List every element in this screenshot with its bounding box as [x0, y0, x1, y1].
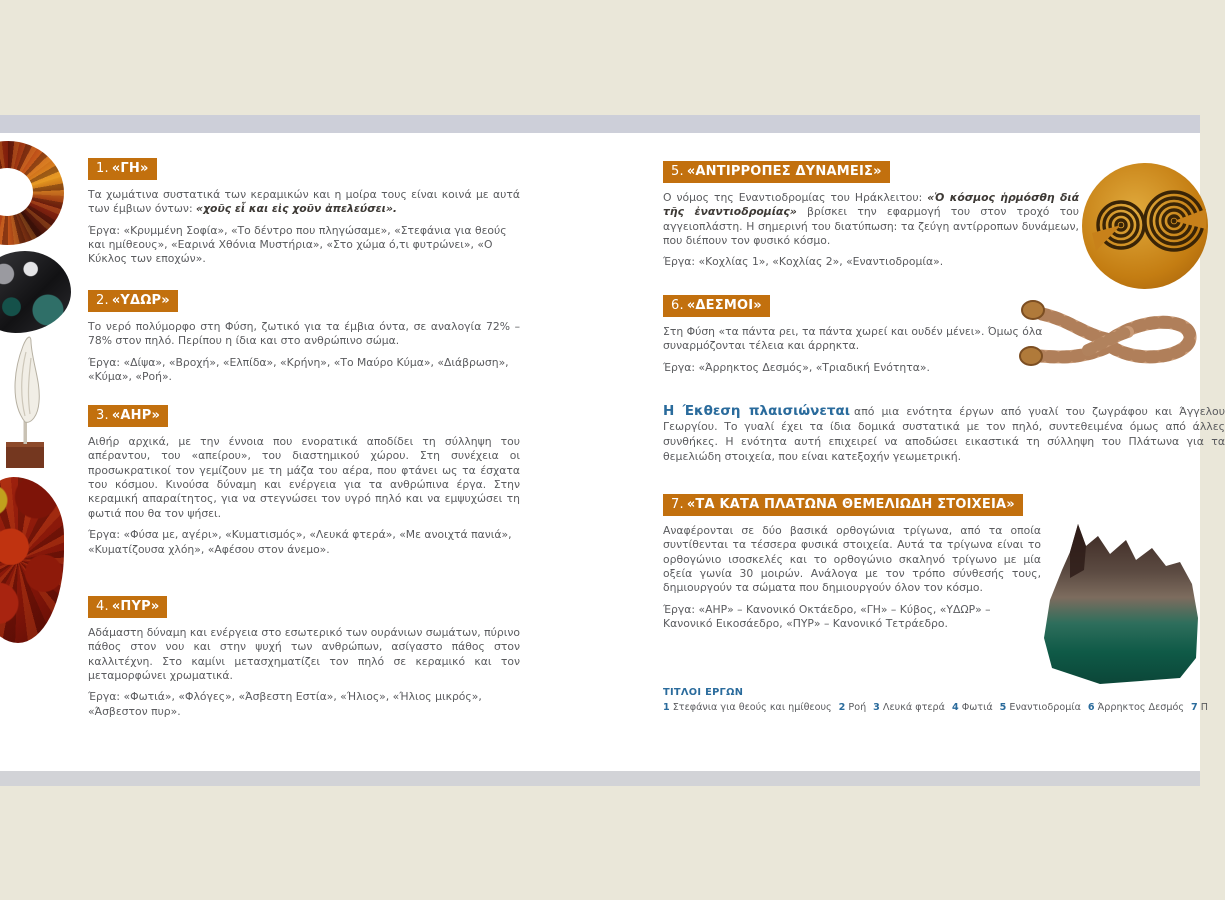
section-body [88, 188, 520, 217]
section-body [88, 435, 520, 521]
body-text: βρίσκει την εφαρμογή του στον τροχό του αγγειοπλάστη. Η σημερινή του διατύπωση: τα ζεύγη αντίρροπων δυνάμεων, που διέπουν τον φυσικό κόσμο. [663, 205, 1079, 248]
section-number: 5. [671, 164, 684, 179]
body-text: Στη Φύση «τα πάντα ρει, τα πάντα χωρεί και ουδέν μένει». Όμως όλα συναρμόζονται τέλεια και άρρηκτα. [663, 325, 1043, 353]
section-number: 6. [671, 298, 684, 313]
section-antirropes [663, 160, 1079, 270]
ancient-quote: «χοῦς εἶ και εἰς χοῦν ἀπελεύσει». [196, 202, 397, 216]
section-platonic-header [663, 494, 1023, 516]
section-title: «ΑΝΤΙΡΡΟΠΕΣ ΔΥΝΑΜΕΙΣ» [686, 164, 882, 179]
section-number: 3. [96, 408, 109, 423]
work-number: 7 [1190, 702, 1198, 713]
work-number: 3 [873, 702, 880, 713]
section-title: «ΤΑ ΚΑΤΑ ΠΛΑΤΩΝΑ ΘΕΜΕΛΙΩΔΗ ΣΤΟΙΧΕΙΑ» [686, 497, 1015, 512]
section-body [663, 524, 1041, 596]
body-text: Ο νόμος της Εναντιοδρομίας του Ηράκλειτου: [663, 191, 928, 204]
section-number: 7. [671, 497, 684, 512]
work-title: Εναντιοδρομία [1009, 702, 1081, 713]
section-pyr [88, 595, 520, 719]
work-title: Ροή [848, 702, 867, 713]
work-title: Στεφάνια για θεούς και ημίθεους [672, 702, 832, 713]
works-titles-heading: ΤΙΤΛΟΙ ΕΡΓΩΝ [663, 687, 744, 698]
work-number: 1 [663, 702, 670, 713]
body-text: Το νερό πολύμορφο στη Φύση, ζωτικό για τα έμβια όντα, σε αναλογία 72% – 78% στον πηλό. Περίπου η ίδια και στο ανθρώπινο σώμα. [88, 320, 520, 348]
works-line: Έργα: «Κοχλίας 1», «Κοχλίας 2», «Εναντιοδρομία». [663, 255, 944, 269]
work-title: Π [1200, 702, 1208, 713]
section-gi-header [88, 158, 157, 180]
section-number: 4. [96, 599, 109, 614]
section-body [88, 320, 520, 349]
work-number: 6 [1087, 702, 1095, 713]
work-title: Άρρηκτος Δεσμός [1097, 702, 1184, 713]
body-text: Αναφέρονται σε δύο βασικά ορθογώνια τρίγωνα, από τα οποία συντίθενται τα τέσσερα φυσικά στοιχεία. Αυτά τα τρίγωνα είναι το ορθογώνιο ισοσκελές και το ορθογώνιο σκαληνό τρίγωνο με μία οξεία γωνία 30 μοιρών. Ανάλογα με τον τρόπο σύνθεσής τους, δημιουργούν τα σώματα που δημιουργούν όλον τον κόσμο. [663, 524, 1041, 595]
section-platonic-elements [663, 493, 1108, 632]
section-title: «ΓΗ» [111, 161, 149, 176]
section-title: «ΥΔΩΡ» [111, 293, 170, 308]
section-number: 1. [96, 161, 109, 176]
works-line: Έργα: «ΑΗΡ» – Κανονικό Οκτάεδρο, «ΓΗ» – Κύβος, «ΥΔΩΡ» – Κανονικό Εικοσάεδρο, «ΠΥΡ» – Κανονικό Τετράεδρο. [663, 602, 991, 631]
section-body [663, 191, 1079, 248]
body-text: Αιθήρ αρχικά, με την έννοια που ενορατικά αποδίδει τη σύλληψη του απέραντου, του «απείρου», του διαστημικού χώρου. Στη συνέχεια οι προσωκρατικοί τον γεμίζουν με τη μάζα του αέρα, που φτάνει ως τα έσχατα του κόσμου. Κινούσα δύναμη και ενέργεια για τα ανθρώπινα έργα. Στην κεραμική απαραίτητος, για να στεγνώσει τον υγρό πηλό και να εμψυχώσει τη φωτιά που θα τον ψήσει. [88, 435, 520, 520]
works-line: Έργα: «Φωτιά», «Φλόγες», «Άσβεστη Εστία», «Ήλιος», «Ήλιος μικρός», «Άσβεστον πυρ». [88, 690, 482, 718]
top-gray-rule [0, 115, 1200, 133]
section-air-header [88, 405, 168, 427]
work-title: Λευκά φτερά [882, 702, 945, 713]
works-line: Έργα: «Κρυμμένη Σοφία», «Το δέντρο που πληγώσαμε», «Στεφάνια για θεούς και ημίθεους», «Εαρινά Χθόνια Μυστήρια», «Στο χώμα ό,τι φυτρώνει», «Ο Κύκλος των εποχών». [88, 223, 507, 266]
section-ydor [88, 289, 520, 384]
spiral-motif-disk-photo [1082, 163, 1208, 289]
body-text: Αδάμαστη δύναμη και ενέργεια στο εσωτερικό των ουράνιων σωμάτων, πύρινο πάθος στον νου και στην ψυχή των ανθρώπων, ασίγαστο πάθος στον καλλιτέχνη. Στο καμίνι μετασχηματίζει τον πηλό σε κεραμικό και τον μεταμορφώνει χρωματικά. [88, 626, 520, 683]
section-title: «ΠΥΡ» [111, 599, 160, 614]
section-antirropes-header [663, 161, 890, 183]
section-desmoi-header [663, 295, 770, 317]
section-body [663, 325, 1063, 354]
section-air [88, 404, 520, 557]
section-desmoi [663, 294, 1063, 375]
exhibition-framing-paragraph [663, 402, 1225, 464]
body-text: Τα χωμάτινα συστατικά των κεραμικών και η μοίρα τους είναι κοινά με αυτά των έμβιων όντων: [88, 188, 520, 216]
framing-lead: Η Έκθεση πλαισιώνεται [663, 403, 851, 419]
works-titles-line [663, 702, 1208, 713]
bottom-gray-rule [0, 771, 1200, 786]
section-number: 2. [96, 293, 109, 308]
section-body [88, 626, 520, 683]
works-line: Έργα: «Δίψα», «Βροχή», «Ελπίδα», «Κρήνη», «Το Μαύρο Κύμα», «Διάβρωση», «Κύμα», «Ροή». [88, 355, 509, 384]
ancient-quote: «Ὁ κόσμος ἡρμόσθη διά τῆς ἐναντιοδρομίας» [663, 191, 1079, 219]
section-title: «ΔΕΣΜΟΙ» [686, 298, 762, 313]
wreath-center-hole [0, 168, 33, 216]
works-titles-footer [663, 687, 1208, 713]
work-title: Φωτιά [961, 702, 993, 713]
framing-text: από μια ενότητα έργων από γυαλί του ζωγράφου και Άγγελου Γεωργίου. Το γυαλί έχει τα ίδια δομικά συστατικά με τον πηλό, συντεθειμένα όμως από άλλες συνθήκες. Η ενότητα αυτή επιχειρεί να αποδώσει εικαστικά τη σύλληψη του Πλάτωνα για τα θεμελιώδη στοιχεία, που είναι κατεξοχήν γεωμετρική. [663, 405, 1225, 463]
section-title: «ΑΗΡ» [111, 408, 161, 423]
work-number: 4 [951, 702, 959, 713]
work-number: 2 [838, 702, 846, 713]
works-line: Έργα: «Φύσα με, αγέρι», «Κυματισμός», «Λευκά φτερά», «Με ανοιχτά πανιά», «Κυματίζουσα χλόη», «Αφέσου στον άνεμο». [88, 528, 512, 556]
section-pyr-header [88, 596, 167, 618]
section-gi [88, 157, 520, 267]
work-number: 5 [999, 702, 1007, 713]
section-ydor-header [88, 290, 178, 312]
white-wing-sculpture-photo [0, 332, 54, 470]
works-line: Έργα: «Άρρηκτος Δεσμός», «Τριαδική Ενότητα». [663, 360, 930, 374]
